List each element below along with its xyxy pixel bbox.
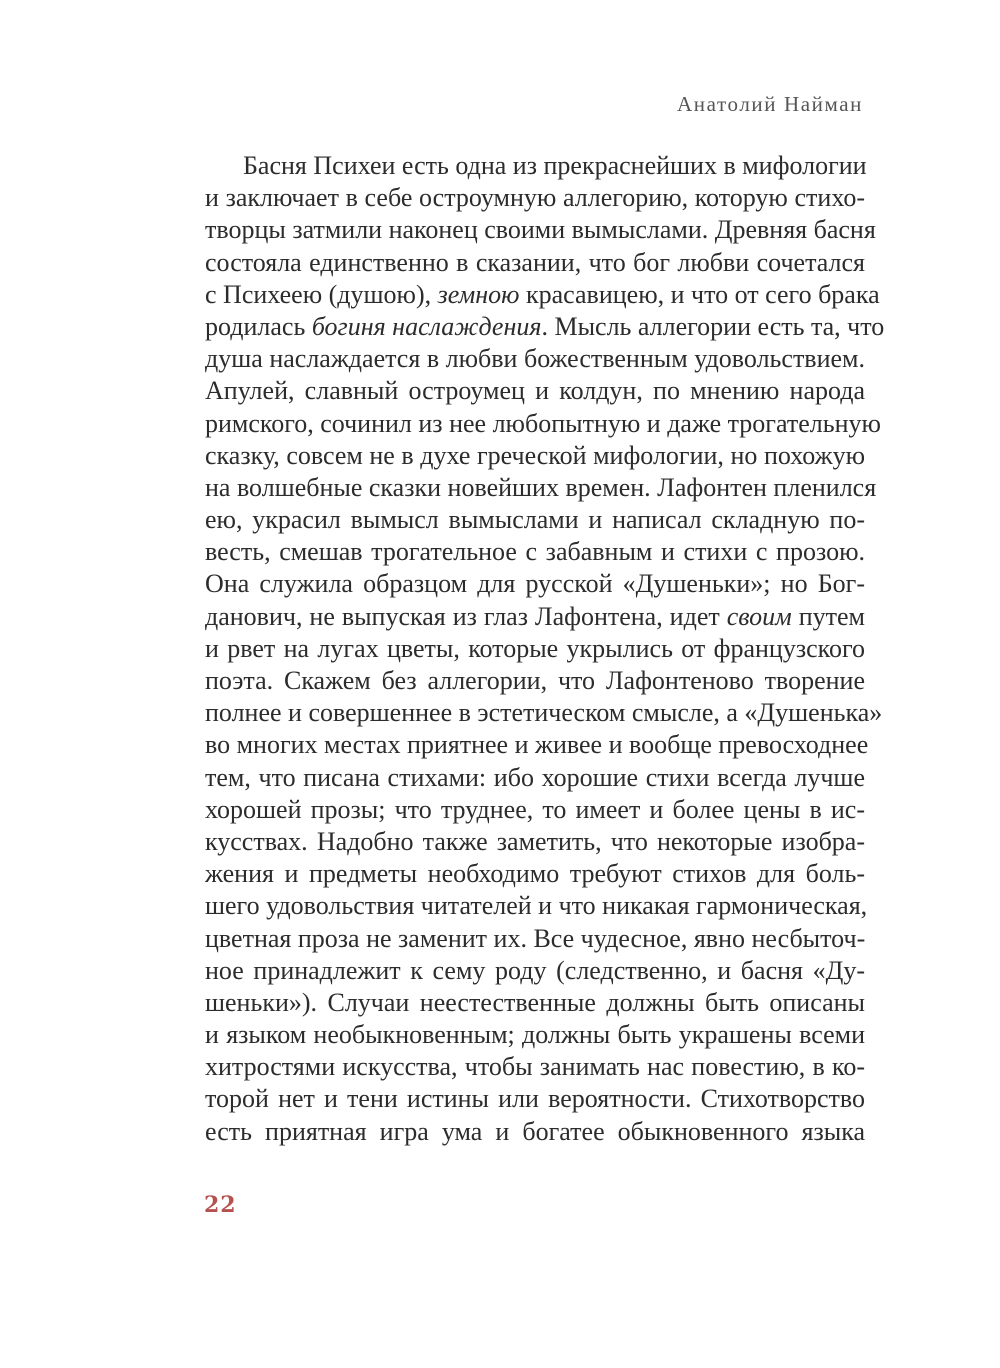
text-run: хитростями искусства, чтобы занимать нас повестию, в ко-	[205, 1052, 865, 1082]
text-line	[205, 858, 865, 890]
body-paragraph	[205, 150, 885, 1148]
text-line	[205, 472, 877, 504]
text-line	[205, 440, 865, 472]
text-line	[205, 729, 869, 761]
text-run: родилась	[205, 311, 312, 341]
text-run: поэта. Скажем без аллегории, что Лафонтеново творение	[205, 666, 865, 695]
text-run: тем, что писана стихами: ибо хорошие стихи всегда лучше	[205, 762, 865, 792]
italic-text: земною	[437, 279, 520, 309]
text-run: состояла единственно в сказании, что бог любви сочетался	[205, 247, 865, 277]
text-line	[205, 955, 865, 987]
text-run: Она служила образцом для русской «Душеньки»; но Бог-	[205, 569, 865, 599]
text-run: во многих местах приятнее и живее и вообще превосходнее	[205, 730, 869, 760]
text-run: весть, смешав трогательное с забавным и стихи с прозою.	[205, 537, 865, 567]
text-run: путем	[791, 601, 865, 631]
text-line	[205, 987, 865, 1019]
text-run: сказку, совсем не в духе греческой мифологии, но похожую	[205, 440, 865, 470]
text-run: есть приятная игра ума и богатее обыкновенного языка	[205, 1116, 865, 1146]
text-run: и языком необыкновенным; должны быть украшены всеми	[205, 1020, 865, 1050]
text-run: красавицею, и что от сего брака	[519, 279, 880, 309]
text-line	[205, 633, 865, 665]
text-run: шего удовольствия читателей и что никакая гармоническая,	[205, 891, 868, 921]
italic-text: своим	[726, 601, 792, 631]
text-run: данович, не выпуская из глаз Лафонтена, идет	[205, 601, 727, 631]
page-number: 22	[204, 1192, 237, 1218]
text-line	[205, 247, 865, 279]
text-run: кусствах. Надобно также заметить, что некоторые изобра-	[205, 826, 865, 856]
text-line	[205, 150, 865, 182]
text-line	[205, 182, 865, 214]
text-line	[205, 214, 876, 246]
text-run: творцы затмили наконец своими вымыслами. Древняя басня	[205, 215, 876, 245]
text-line	[205, 890, 868, 922]
text-run: торой нет и тени истины или вероятности. Стихотворство	[205, 1084, 865, 1114]
text-run: Апулей, славный остроумец и колдун, по мнению народа	[205, 376, 865, 406]
text-line	[205, 343, 865, 375]
text-run: и заключает в себе остроумную аллегорию, которую стихо-	[205, 183, 865, 213]
text-run: хорошей прозы; что труднее, то имеет и более цены в ис-	[205, 794, 865, 824]
text-run: ное принадлежит к сему роду (следственно, и басня «Ду-	[205, 955, 865, 985]
text-run: жения и предметы необходимо требуют стихов для боль-	[205, 859, 865, 889]
text-run: и рвет на лугах цветы, которые укрылись от французского	[205, 633, 865, 663]
text-line	[205, 794, 865, 826]
text-run: римского, сочинил из нее любопытную и даже трогательную	[205, 408, 881, 438]
text-line	[205, 504, 865, 536]
text-line	[205, 568, 865, 600]
text-line	[205, 923, 865, 955]
text-run: шеньки»). Случаи неестественные должны быть описаны	[205, 987, 865, 1017]
text-line	[205, 311, 885, 343]
running-head: Анатолий Найман	[677, 92, 863, 116]
text-line	[205, 1083, 865, 1115]
text-line	[205, 1019, 865, 1051]
text-run: ею, украсил вымысл вымыслами и написал складную по-	[205, 505, 865, 535]
text-line	[205, 826, 865, 858]
text-run: . Мысль аллегории есть та, что	[541, 311, 885, 341]
text-line	[205, 536, 865, 568]
text-line	[205, 1116, 865, 1148]
text-run: цветная проза не заменит их. Все чудесное, явно несбыточ-	[205, 923, 866, 953]
text-line	[205, 375, 865, 407]
text-run: на волшебные сказки новейших времен. Лафонтен пленился	[205, 472, 877, 502]
text-run: с Психеею (душою),	[205, 279, 438, 309]
text-line	[205, 279, 880, 311]
text-line	[205, 408, 881, 440]
text-line	[205, 762, 865, 794]
text-run: душа наслаждается в любви божественным удовольствием.	[205, 344, 865, 374]
text-run: полнее и совершеннее в эстетическом смысле, а «Душенька»	[205, 698, 883, 728]
text-line	[205, 697, 883, 729]
text-line	[205, 1051, 865, 1083]
text-line	[205, 665, 865, 697]
text-line	[205, 601, 865, 633]
text-run: Басня Психеи есть одна из прекраснейших в мифологии	[243, 151, 867, 180]
italic-text: богиня наслаждения	[311, 311, 542, 341]
